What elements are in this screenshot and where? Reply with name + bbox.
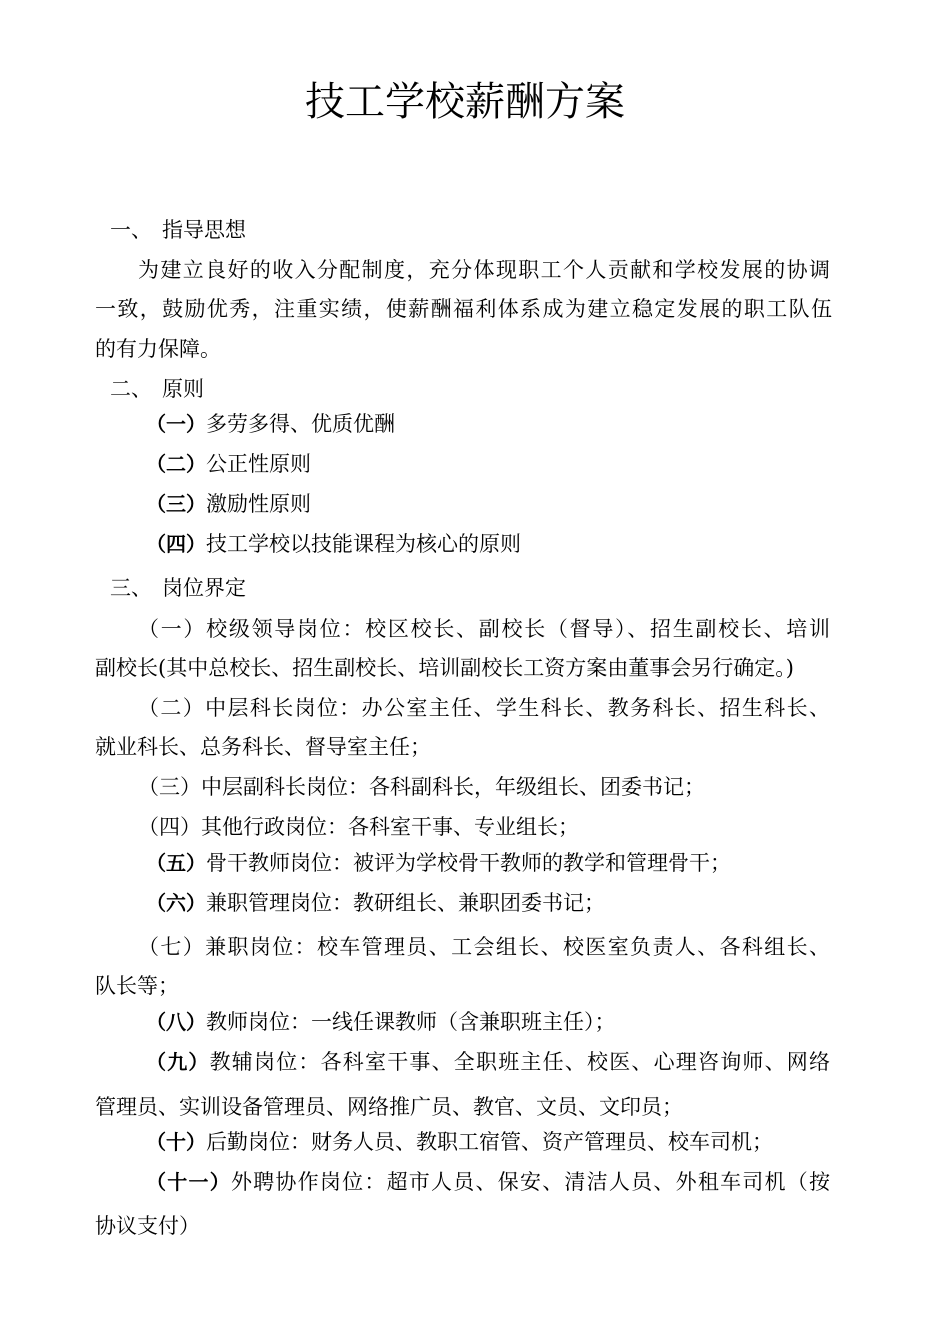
section-number: 二、: [110, 377, 152, 401]
section-number: 三、: [110, 576, 152, 600]
position-item-11: [146, 1168, 830, 1196]
section-number: 一、: [110, 218, 152, 242]
position-item-6: [146, 889, 605, 917]
position-item-2-cont: 就业科长、总务科长、督导室主任；: [95, 735, 431, 759]
position-item-9: [146, 1048, 830, 1076]
item-text: 外聘协作岗位：超市人员、保安、清洁人员、外租车司机（按: [230, 1170, 831, 1194]
item-text: 骨干教师岗位：被评为学校骨干教师的教学和管理骨干；: [206, 851, 731, 875]
position-item-4: [138, 813, 579, 841]
principle-item: [146, 490, 311, 518]
section-1-para-line-3: 的有力保障。: [95, 337, 221, 361]
position-item-7: [138, 933, 830, 961]
item-text: 技工学校以技能课程为核心的原则: [206, 532, 521, 556]
position-item-1: [138, 615, 830, 643]
item-number: （四）: [146, 532, 206, 556]
principle-item: [146, 530, 521, 558]
item-text: 中层科长岗位：办公室主任、学生科长、教务科长、招生科长、: [205, 696, 831, 720]
item-number: （一）: [146, 412, 206, 436]
position-item-1-cont: 副校长(其中总校长、招生副校长、培训副校长工资方案由董事会另行确定。): [95, 656, 794, 680]
section-1-para-line-2: 一致，鼓励优秀，注重实绩，使薪酬福利体系成为建立稳定发展的职工队伍: [95, 297, 832, 321]
item-text: 兼职岗位：校车管理员、工会组长、校医室负责人、各科组长、: [205, 935, 831, 959]
position-item-11-cont: 协议支付）: [95, 1214, 200, 1238]
item-number: （十一）: [146, 1170, 231, 1194]
item-number: （十）: [146, 1130, 206, 1154]
section-1-heading: [110, 216, 246, 244]
section-title: 岗位界定: [162, 576, 246, 600]
item-text: 公正性原则: [206, 452, 311, 476]
item-number: （六）: [146, 891, 206, 915]
item-text: 教辅岗位：各科室干事、全职班主任、校医、心理咨询师、网络: [209, 1050, 831, 1074]
section-1-para-line-1: 为建立良好的收入分配制度，充分体现职工个人贡献和学校发展的协调: [138, 258, 830, 282]
item-text: 激励性原则: [206, 492, 311, 516]
item-number: （九）: [146, 1050, 210, 1074]
item-number: （三）: [146, 492, 206, 516]
item-number: （八）: [146, 1010, 206, 1034]
item-number: （二）: [138, 696, 206, 720]
item-text: 多劳多得、优质优酬: [206, 412, 395, 436]
position-item-2: [138, 694, 830, 722]
principle-item: [146, 410, 395, 438]
item-text: 兼职管理岗位：教研组长、兼职团委书记；: [206, 891, 605, 915]
section-title: 原则: [162, 377, 204, 401]
item-text: 中层副科长岗位：各科副科长，年级组长、团委书记；: [201, 775, 705, 799]
position-item-3: [138, 773, 705, 801]
document-title: 技工学校薪酬方案: [305, 79, 625, 125]
item-number: （三）: [138, 775, 201, 799]
position-item-9-cont: 管理员、实训设备管理员、网络推广员、教官、文员、文印员；: [95, 1095, 683, 1119]
principle-item: [146, 450, 311, 478]
position-item-10: [146, 1128, 773, 1156]
item-number: （七）: [138, 935, 206, 959]
item-text: 校级领导岗位：校区校长、副校长（督导）、招生副校长、培训: [206, 617, 831, 641]
item-number: （五）: [146, 851, 206, 875]
item-text: 教师岗位：一线任课教师（含兼职班主任）；: [206, 1010, 616, 1034]
item-text: 其他行政岗位：各科室干事、专业组长；: [201, 815, 579, 839]
section-3-heading: [110, 574, 246, 602]
item-text: 后勤岗位：财务人员、教职工宿管、资产管理员、校车司机；: [206, 1130, 773, 1154]
section-title: 指导思想: [162, 218, 246, 242]
position-item-8: [146, 1008, 616, 1036]
item-number: （二）: [146, 452, 206, 476]
item-number: （四）: [138, 815, 201, 839]
item-number: （一）: [138, 617, 207, 641]
position-item-5: [146, 849, 731, 877]
section-2-heading: [110, 375, 204, 403]
position-item-7-cont: 队长等；: [95, 974, 179, 998]
